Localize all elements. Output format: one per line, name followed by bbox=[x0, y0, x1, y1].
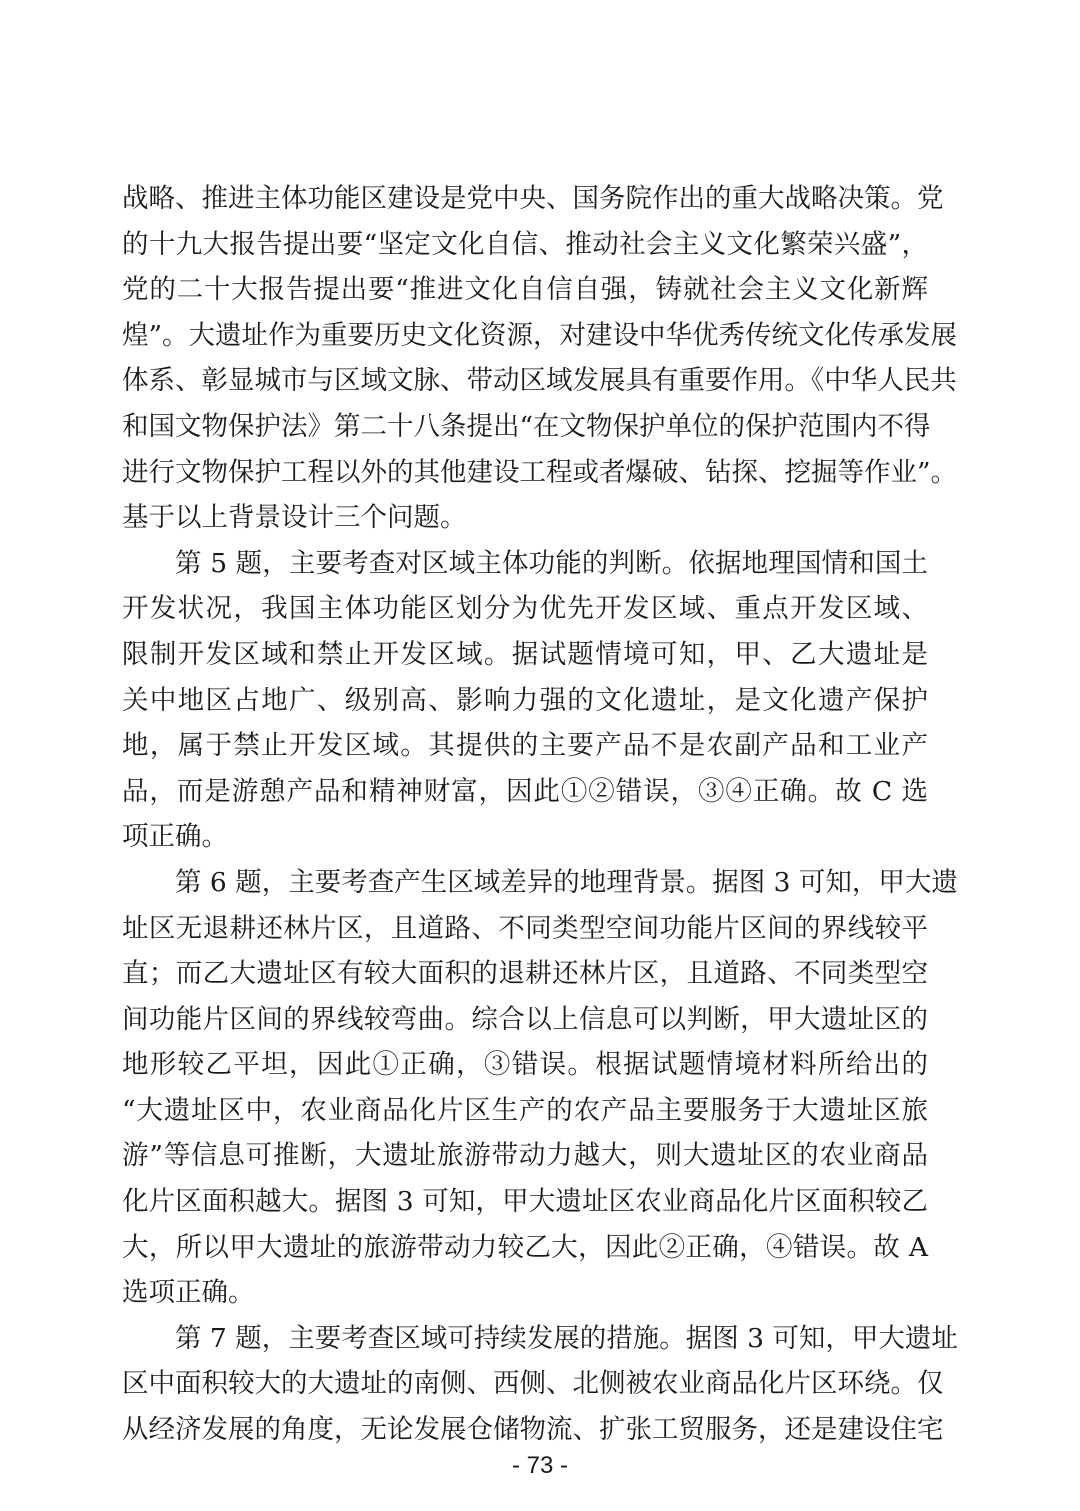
text-line: “大遗址区中，农业商品化片区生产的农产品主要服务于大遗址区旅 bbox=[122, 1094, 928, 1126]
text-line: 第 6 题，主要考查产生区域差异的地理背景。据图 3 可知，甲大遗 bbox=[175, 866, 958, 898]
paragraph-question-5 bbox=[122, 541, 928, 860]
text-line: 体系、彰显城市与区域文脉、带动区域发展具有重要作用。《中华人民共 bbox=[122, 365, 957, 397]
text-line: 关中地区占地广、级别高、影响力强的文化遗址，是文化遗产保护 bbox=[122, 684, 928, 716]
text-line: 地，属于禁止开发区域。其提供的主要产品不是农副产品和工业产 bbox=[122, 730, 928, 762]
text-line: 的十九大报告提出要“坚定文化自信、推动社会主义文化繁荣兴盛”， bbox=[122, 228, 928, 260]
paragraph-question-7 bbox=[122, 1316, 958, 1453]
text-line: 地形较乙平坦，因此①正确，③错误。根据试题情境材料所给出的 bbox=[122, 1049, 928, 1081]
text-line: 直；而乙大遗址区有较大面积的退耕还林片区，且道路、不同类型空 bbox=[122, 958, 928, 990]
text-line: 址区无退耕还林片区，且道路、不同类型空间功能片区间的界线较平 bbox=[122, 912, 928, 944]
text-line: 大，所以甲大遗址的旅游带动力较乙大，因此②正确，④错误。故 A bbox=[122, 1231, 928, 1263]
paragraph-background bbox=[122, 176, 958, 541]
text-line: 第 5 题，主要考查对区域主体功能的判断。依据地理国情和国土 bbox=[175, 547, 928, 579]
text-line: 化片区面积越大。据图 3 可知，甲大遗址区农业商品化片区面积较乙 bbox=[122, 1186, 928, 1218]
text-line: 项正确。 bbox=[122, 821, 228, 853]
text-line: 区中面积较大的大遗址的南侧、西侧、北侧被农业商品化片区环绕。仅 bbox=[122, 1368, 944, 1400]
text-line: 战略、推进主体功能区建设是党中央、国务院作出的重大战略决策。党 bbox=[122, 183, 944, 214]
text-line: 煌”。大遗址作为重要历史文化资源，对建设中华优秀传统文化传承发展 bbox=[122, 319, 958, 351]
text-line: 限制开发区域和禁止开发区域。据试题情境可知，甲、乙大遗址是 bbox=[122, 638, 928, 670]
text-line: 间功能片区间的界线较弯曲。综合以上信息可以判断，甲大遗址区的 bbox=[122, 1003, 928, 1035]
text-line: 选项正确。 bbox=[122, 1277, 255, 1309]
text-line: 开发状况，我国主体功能区划分为优先开发区域、重点开发区域、 bbox=[122, 593, 928, 625]
text-line: 第 7 题，主要考查区域可持续发展的措施。据图 3 可知，甲大遗址 bbox=[175, 1322, 958, 1354]
paragraph-question-6 bbox=[122, 860, 958, 1316]
page-number: - 73 - bbox=[511, 1452, 568, 1479]
body-text bbox=[122, 176, 958, 1453]
text-line: 党的二十大报告提出要“推进文化自信自强，铸就社会主义文化新辉 bbox=[122, 274, 928, 306]
text-line: 从经济发展的角度，无论发展仓储物流、扩张工贸服务，还是建设住宅 bbox=[122, 1414, 944, 1446]
text-line: 和国文物保护法》第二十八条提出“在文物保护单位的保护范围内不得 bbox=[122, 410, 931, 442]
text-line: 进行文物保护工程以外的其他建设工程或者爆破、钻探、挖掘等作业”。 bbox=[122, 456, 958, 488]
text-line: 游”等信息可推断，大遗址旅游带动力越大，则大遗址区的农业商品 bbox=[122, 1140, 928, 1172]
text-line: 基于以上背景设计三个问题。 bbox=[122, 502, 467, 534]
text-line: 品，而是游憩产品和精神财富，因此①②错误，③④正确。故 C 选 bbox=[122, 775, 928, 807]
